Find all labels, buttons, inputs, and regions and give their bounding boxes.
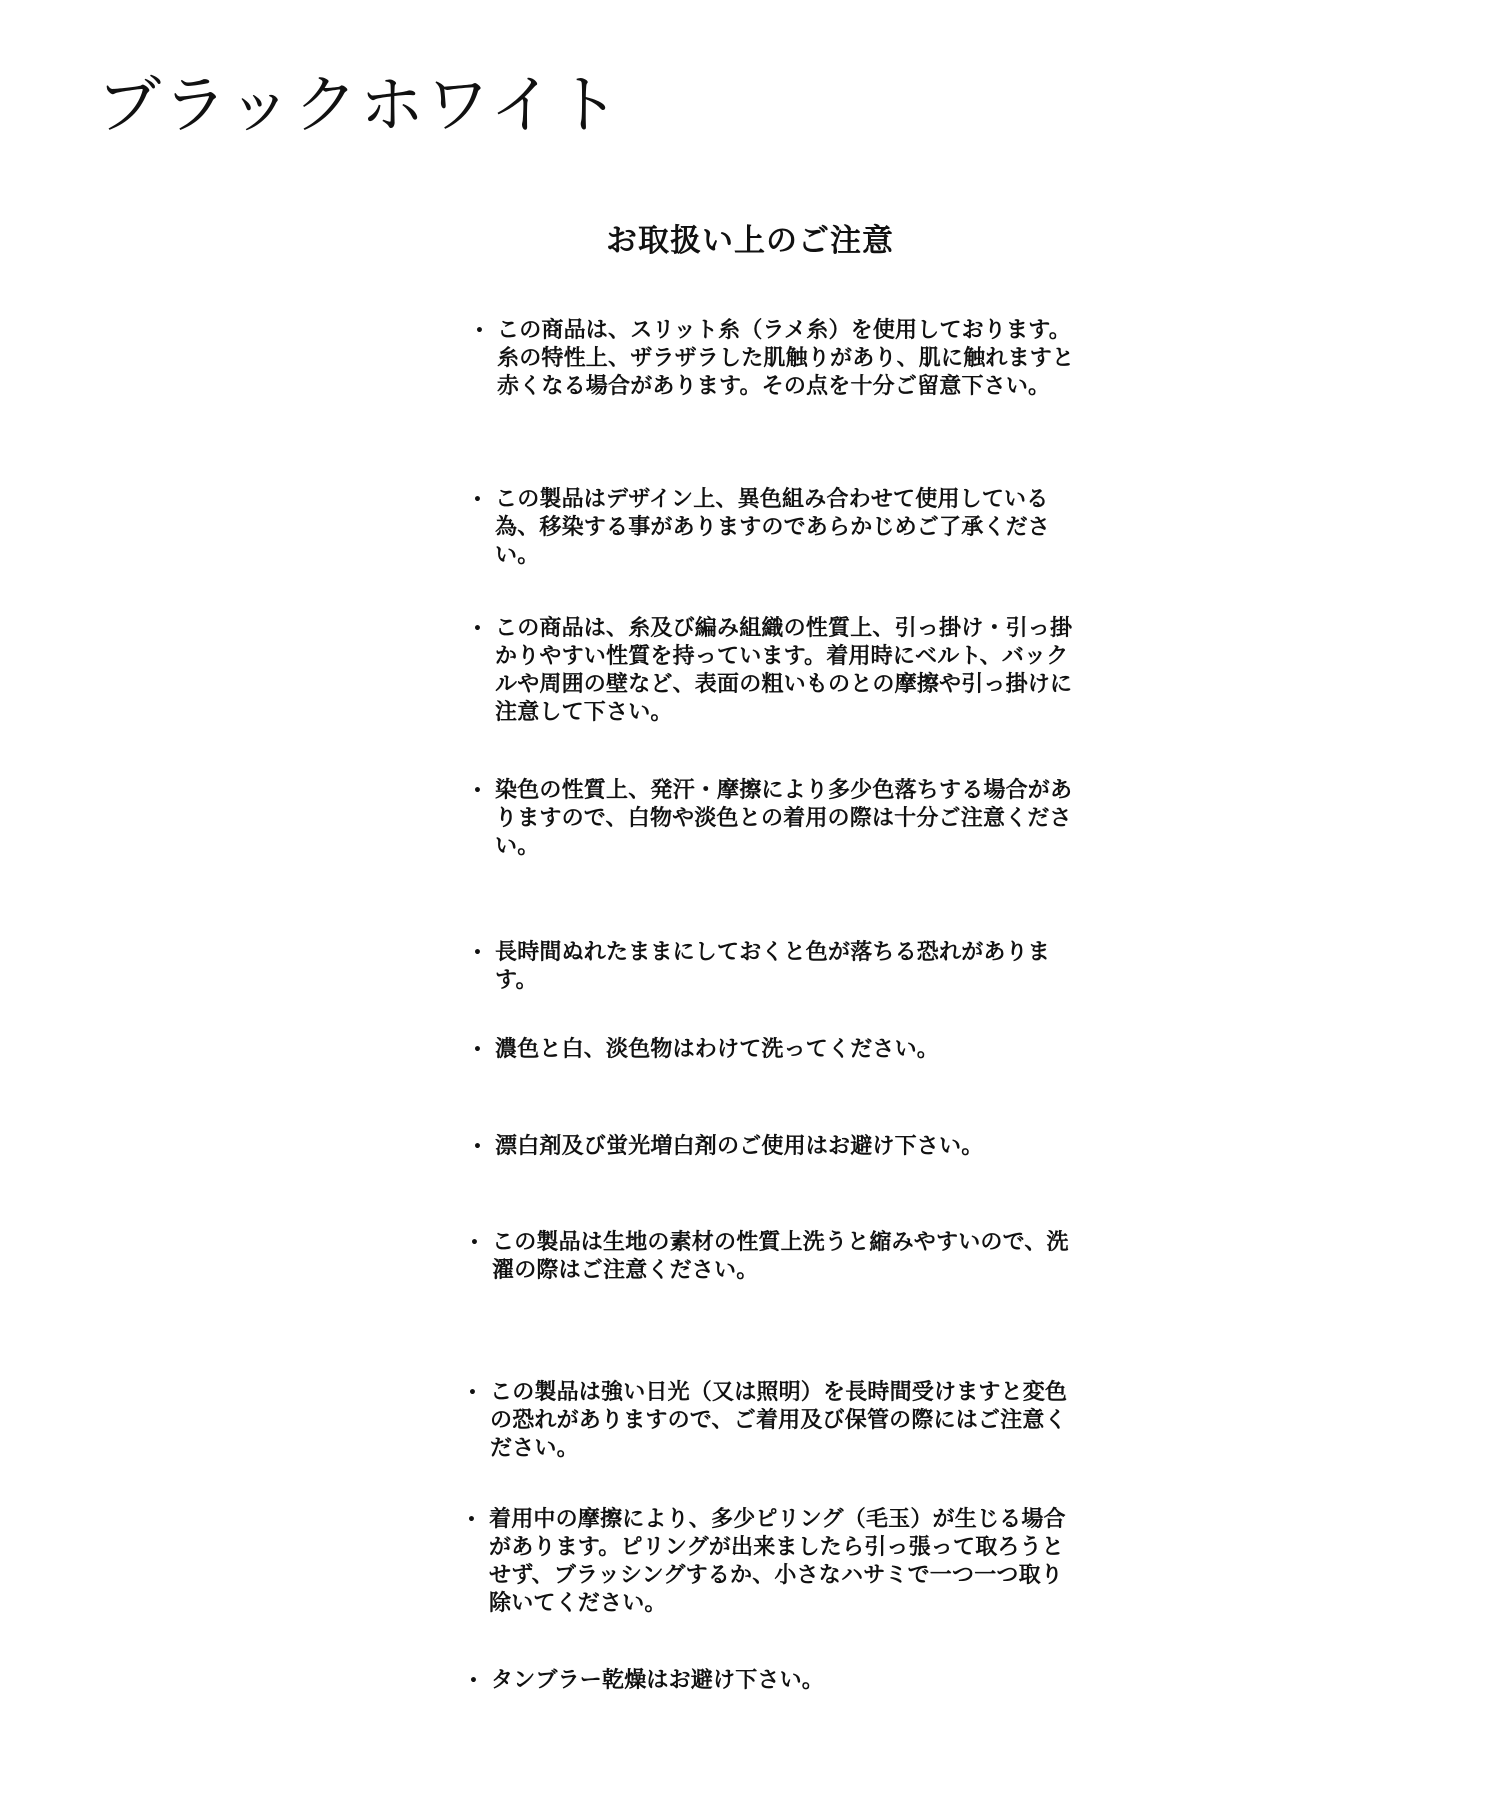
care-notice-text: 濃色と白、淡色物はわけて洗ってください。 [495,1037,940,1062]
care-notice-text: この製品はデザイン上、異色組み合わせて使用している為、移染する事がありますのであらかじめご了承ください。 [495,487,1051,568]
bullet-icon: • [470,1235,480,1251]
bullet-icon: • [473,1139,483,1155]
care-notice-item [473,486,1075,570]
care-notice-item [473,615,1075,727]
care-notice-text: タンブラー乾燥はお避け下さい。 [491,1668,825,1693]
bullet-icon: • [473,621,483,637]
care-notice-item [473,1133,1075,1161]
color-name-heading: ブラックホワイト [97,69,622,143]
care-notice-text: この製品は生地の素材の性質上洗うと縮みやすいので、洗濯の際はご注意ください。 [492,1230,1069,1283]
care-notice-text: 漂白剤及び蛍光増白剤のご使用はお避け下さい。 [495,1134,984,1159]
bullet-icon: • [473,1042,483,1058]
care-notice-text: この製品は強い日光（又は照明）を長時間受けますと変色の恐れがありますので、ご着用及び保管の際にはご注意ください。 [490,1380,1068,1461]
bullet-icon: • [469,1673,479,1689]
bullet-icon: • [467,1512,477,1528]
care-notice-item [473,777,1075,861]
care-notice-item [475,317,1077,401]
care-notice-item [468,1379,1070,1463]
care-notice-item [469,1667,1071,1695]
bullet-icon: • [473,783,483,799]
bullet-icon: • [473,492,483,508]
bullet-icon: • [475,323,485,339]
bullet-icon: • [473,945,483,961]
care-notice-text: この商品は、糸及び編み組織の性質上、引っ掛け・引っ掛かりやすい性質を持っています。着用時にベルト、バックルや周囲の壁など、表面の粗いものとの摩擦や引っ掛けに注意して下さい。 [495,616,1073,725]
care-notice-text: 着用中の摩擦により、多少ピリング（毛玉）が生じる場合があります。ピリングが出来ましたら引っ張って取ろうとせず、ブラッシングするか、小さなハサミで一つ一つ取り除いてください。 [489,1507,1066,1616]
care-notice-item [473,939,1075,995]
care-notice-item [473,1036,1075,1064]
care-notice-text: この商品は、スリット糸（ラメ糸）を使用しております。糸の特性上、ザラザラした肌触りがあり、肌に触れますと赤くなる場合があります。その点を十分ご留意下さい。 [497,318,1075,399]
bullet-icon: • [468,1385,478,1401]
care-notice-item [470,1229,1072,1285]
care-notice-text: 長時間ぬれたままにしておくと色が落ちる恐れがあります。 [495,940,1051,993]
care-notice-text: 染色の性質上、発汗・摩擦により多少色落ちする場合がありますので、白物や淡色との着用の際は十分ご注意ください。 [495,778,1073,859]
care-notice-item [467,1506,1069,1618]
care-notice-title: お取扱い上のご注意 [606,223,894,259]
